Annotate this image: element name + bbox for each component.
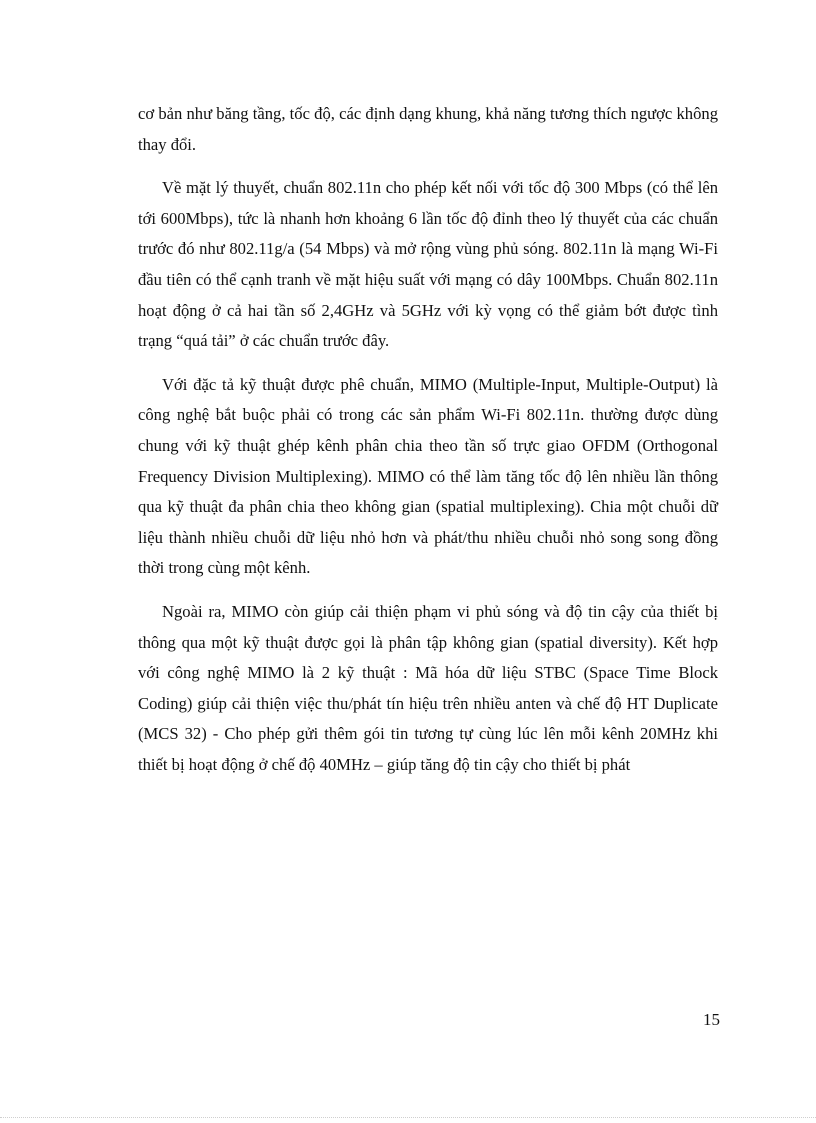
page-number: 15 bbox=[703, 1010, 720, 1029]
page-bottom-border bbox=[0, 1117, 816, 1118]
paragraph-mimo-spec: Với đặc tả kỹ thuật được phê chuẩn, MIMO (Multiple-Input, Multiple-Output) là công nghệ bắt buộc phải có trong các sản phẩm Wi-Fi 802.11n. thường được dùng chung với kỹ thuật ghép kênh phân chia theo tần số trực giao OFDM (Orthogonal Frequency Division Multiplexing). MIMO có thể làm tăng tốc độ lên nhiều lần thông qua kỹ thuật đa phân chia theo không gian (spatial multiplexing). Chia một chuỗi dữ liệu thành nhiều chuỗi dữ liệu nhỏ hơn và phát/thu nhiều chuỗi nhỏ song song đồng thời trong cùng một kênh. bbox=[138, 374, 718, 578]
paragraph-80211n-theory: Về mặt lý thuyết, chuẩn 802.11n cho phép kết nối với tốc độ 300 Mbps (có thể lên tới 600Mbps), tức là nhanh hơn khoảng 6 lần tốc độ đỉnh theo lý thuyết của các chuẩn trước đó như 802.11g/a (54 Mbps) và mở rộng vùng phủ sóng. 802.11n là mạng Wi-Fi đầu tiên có thể cạnh tranh về mặt hiệu suất với mạng có dây 100Mbps. Chuẩn 802.11n hoạt động ở cả hai tần số 2,4GHz và 5GHz với kỳ vọng có thể giảm bớt được tình trạng “quá tải” ở các chuẩn trước đây. bbox=[138, 178, 718, 351]
paragraph-mimo-diversity: Ngoài ra, MIMO còn giúp cải thiện phạm vi phủ sóng và độ tin cậy của thiết bị thông qua một kỹ thuật được gọi là phân tập không gian (spatial diversity). Kết hợp với công nghệ MIMO là 2 kỹ thuật : Mã hóa dữ liệu STBC (Space Time Block Coding) giúp cải thiện việc thu/phát tín hiệu trên nhiều anten và chế độ HT Duplicate (MCS 32) - Cho phép gửi thêm gói tin tương tự cùng lúc lên mỗi kênh 20MHz khi thiết bị hoạt động ở chế độ 40MHz – giúp tăng độ tin cậy cho thiết bị phát bbox=[138, 601, 718, 774]
body-text bbox=[138, 99, 718, 793]
paragraph-continued: cơ bản như băng tầng, tốc độ, các định dạng khung, khả năng tương thích ngược không thay đổi. bbox=[138, 104, 718, 154]
